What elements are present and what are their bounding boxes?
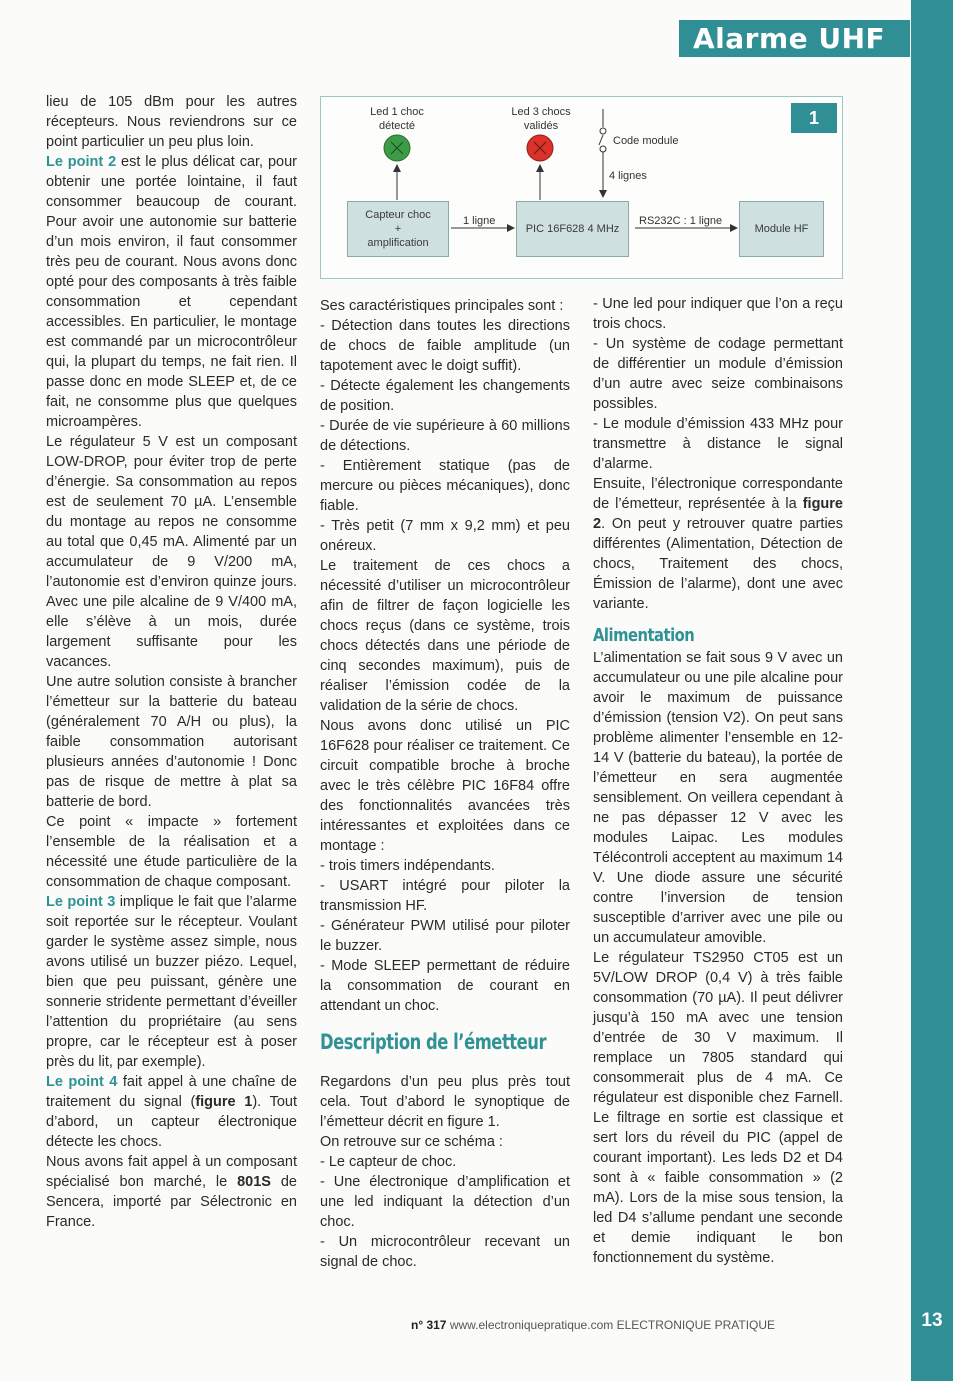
col3-p2: L’alimentation se fait sous 9 V avec un accumulateur ou une pile alcaline pour avoir le maximum de puissance d’émission (tension V2). On peut sans problème alimenter l’ensemble en 12-14 V (batterie du bateau), la portée de l’émetteur en sera augmentée sensiblement. On veillera cependant à ne pas dépasser 12 V avec les modules Laipac. Les modules Télécontroli acceptent au maximum 14 V. Une diode assure une sécurité contre l’inversion de tension susceptible d’arriver avec une pile ou un accumulateur amovible. bbox=[593, 650, 843, 946]
col2-p4: Regardons d’un peu plus près tout cela. Tout d’abord le synoptique de l’émetteur décrit en figure 1. bbox=[320, 1074, 570, 1130]
col2-l9: - Mode SLEEP permettant de réduire la consommation de courant en attendant un choc. bbox=[320, 958, 570, 1014]
rs232-label: RS232C : 1 ligne bbox=[639, 215, 723, 227]
col2-l12: - Un microcontrôleur recevant un signal de choc. bbox=[320, 1234, 570, 1270]
col2-l10: - Le capteur de choc. bbox=[320, 1154, 457, 1170]
col1-p4: Une autre solution consiste à brancher l’émetteur sur la batterie du bateau (généralement 70 A/H ou plus), la faible consommation autorisant plusieurs années d’autonomie ! Donc pas de risque de mettre à plat sa batterie de bord. bbox=[46, 674, 297, 810]
col2-p2: Le traitement de ces chocs a nécessité d’utiliser un microcontrôleur afin de filtrer de façon logicielle les chocs reçus (dans ce système, trois chocs détectés dans une période de cinq secondes maximum), puis de réaliser l’émission codée de la validation de la série de chocs. bbox=[320, 558, 570, 714]
col1-p6 bbox=[46, 892, 297, 1072]
code-module-label: Code module bbox=[613, 135, 679, 147]
footer bbox=[411, 1318, 775, 1332]
figure-2-ref: figure 2 bbox=[593, 496, 843, 532]
box-capteur: Capteur choc + amplification bbox=[347, 201, 449, 257]
col3-p3: Le régulateur TS2950 CT05 est un 5V/LOW DROP (0,4 V) à très faible consommation (70 µA). Il peut délivrer jusqu’à 150 mA avec une tension d’entrée de 30 V maximum. Il remplace un 7805 standard qui consommerait plus de 4 mA. Ce régulateur est disponible chez Farnell. Le filtrage en sortie est classique et sert lors du réveil du PIC (appel de courant important). Les leds D2 et D4 sont à « faible consommation » (2 mA). Lors de la mise sous tension, la led D4 s’allume pendant une seconde et demie indiquant le bon fonctionnement du système. bbox=[593, 950, 843, 1266]
col2-l8: - Générateur PWM utilisé pour piloter le buzzer. bbox=[320, 918, 570, 954]
page-title: Alarme UHF bbox=[679, 20, 910, 57]
figure-1-diagram bbox=[320, 96, 843, 279]
col2-l2: - Détecte également les changements de position. bbox=[320, 378, 570, 414]
col2-p5: On retrouve sur ce schéma : bbox=[320, 1134, 503, 1150]
column-1 bbox=[46, 92, 297, 1232]
led3-label: Led 3 chocs validés bbox=[511, 106, 571, 132]
figure-number: 1 bbox=[791, 103, 837, 133]
col3-l1: - Une led pour indiquer que l’on a reçu trois chocs. bbox=[593, 296, 843, 332]
col1-p7-text-b: ). Tout d’abord, un capteur électronique détecte les chocs. bbox=[46, 1094, 297, 1150]
box-pic: PIC 16F628 4 MHz bbox=[516, 201, 629, 257]
col2-l4: - Entièrement statique (pas de mercure ou pièces mécaniques), donc fiable. bbox=[320, 458, 570, 514]
page-number: 13 bbox=[921, 1310, 943, 1331]
col3-p1 bbox=[593, 474, 843, 614]
col2-l7: - USART intégré pour piloter la transmission HF. bbox=[320, 878, 570, 914]
col2-l11: - Une électronique d’amplification et une led indiquant la détection d’un choc. bbox=[320, 1174, 570, 1230]
point-3-label: Le point 3 bbox=[46, 894, 116, 910]
point-2-label: Le point 2 bbox=[46, 154, 117, 170]
one-line-label: 1 ligne bbox=[463, 215, 496, 227]
four-lines-label: 4 lignes bbox=[609, 170, 647, 182]
figure-1-ref: figure 1 bbox=[195, 1094, 253, 1110]
col1-p6-text: implique le fait que l’alarme soit reportée sur le récepteur. Voulant garder le système assez simple, nous avons utilisé un buzzer piézo. Lequel, bien que peu puissant, génère une sonnerie stridente permettant d’éveiller l’attention du propriétaire (au sens propre, car le récepteur est à poser près du lit, par exemple). bbox=[46, 894, 297, 1070]
box-module-hf: Module HF bbox=[739, 201, 824, 257]
col2-l5: - Très petit (7 mm x 9,2 mm) et peu onéreux. bbox=[320, 518, 570, 554]
col3-l3: - Le module d’émission 433 MHz pour transmettre à distance le signal d’alarme. bbox=[593, 416, 843, 472]
col1-p8-text-a: Nous avons fait appel à un composant spécialisé bon marché, le bbox=[46, 1154, 297, 1190]
point-4-label: Le point 4 bbox=[46, 1074, 118, 1090]
led1-label: Led 1 choc détecté bbox=[370, 106, 424, 132]
col1-p7 bbox=[46, 1072, 297, 1152]
issue-number: n° 317 bbox=[411, 1318, 447, 1332]
led1-icon bbox=[384, 135, 410, 161]
section-heading-description: Description de l’émetteur bbox=[320, 1030, 547, 1054]
col3-p1-text-b: . On peut y retrouver quatre parties différentes (Alimentation, Détection de chocs, Traitement des chocs, Émission de l’alarme), dont une avec variante. bbox=[593, 516, 843, 612]
col1-p8 bbox=[46, 1152, 297, 1232]
col1-p2-text: est le plus délicat car, pour obtenir une portée lointaine, il faut consommer beaucoup de courant. Pour avoir une autonomie sur batterie d’un mois environ, il faut consommer très peu de courant. Nous avons donc opté pour des composants à très faible consommation et cependant accessibles. En particulier, le montage est commandé par un microcontrôleur qui, la plupart du temps, ne fait rien. Il passe donc en mode SLEEP et, de ce fait, ne consomme plus que quelques microampères. bbox=[46, 154, 297, 430]
col2-l1: - Détection dans toutes les directions de chocs de faible amplitude (un tapotement avec le doigt suffit). bbox=[320, 318, 570, 374]
col3-l2: - Un système de codage permettant de différentier un module d’émission d’un autre avec seize combinaisons possibles. bbox=[593, 336, 843, 412]
col2-l6: - trois timers indépendants. bbox=[320, 858, 495, 874]
section-heading-alimentation: Alimentation bbox=[593, 625, 695, 646]
col1-p7-text-a: fait appel à une chaîne de traitement du signal ( bbox=[46, 1074, 297, 1110]
col2-p3: Nous avons donc utilisé un PIC 16F628 pour réaliser ce traitement. Ce circuit compatible broche à broche avec le très célèbre PIC 16F84 offre des fonctionnalités avancées très intéressantes et exploitées dans ce montage : bbox=[320, 718, 570, 854]
col1-p3: Le régulateur 5 V est un composant LOW-DROP, pour éviter trop de perte d’énergie. Sa consommation au repos est de seulement 70 µA. L’ensemble du montage au repos ne consomme au total que 0,45 mA. Alimenté par un accumulateur de 9 V/200 mA, l’autonomie est d’environ quinze jours. Avec une pile alcaline de 9 V/400 mA, elle s’élève à un mois, durée largement suffisante pour les vacances. bbox=[46, 434, 297, 670]
side-band bbox=[911, 0, 953, 1381]
col1-p1: lieu de 105 dBm pour les autres récepteurs. Nous reviendrons sur ce point particulier un peu plus loin. bbox=[46, 94, 297, 150]
col2-l3: - Durée de vie supérieure à 60 millions de détections. bbox=[320, 418, 570, 454]
col1-p2 bbox=[46, 152, 297, 432]
component-801s: 801S bbox=[237, 1174, 271, 1190]
col1-p5: Ce point « impacte » fortement l’ensemble de la réalisation et a nécessité une étude particulière de la consommation de chaque composant. bbox=[46, 814, 297, 890]
footer-site: www.electroniquepratique.com ELECTRONIQUE PRATIQUE bbox=[446, 1318, 776, 1332]
col2-p1: Ses caractéristiques principales sont : bbox=[320, 298, 564, 314]
col1-p8-text-c: de Sencera, importé par Sélectronic en France. bbox=[46, 1174, 297, 1230]
column-2 bbox=[320, 296, 570, 1272]
column-3 bbox=[593, 294, 843, 1268]
col3-p1-text-a: Ensuite, l’électronique correspondante de l’émetteur, représentée à la bbox=[593, 476, 843, 512]
switch-icon bbox=[599, 109, 606, 197]
led3-icon bbox=[527, 135, 553, 161]
